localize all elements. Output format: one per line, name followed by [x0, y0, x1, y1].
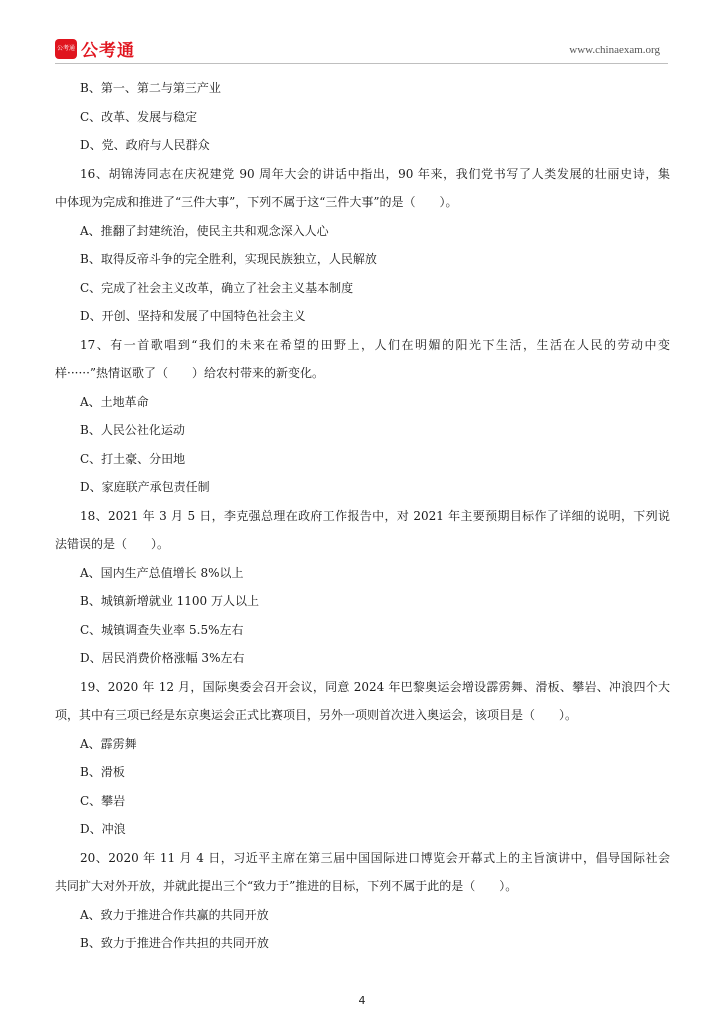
- answer-option: D、冲浪: [80, 822, 126, 836]
- header-divider: [55, 63, 668, 64]
- answer-option: C、改革、发展与稳定: [80, 109, 198, 124]
- question-continuation: 法错误的是（ ）。: [55, 537, 170, 551]
- answer-option: B、取得反帝斗争的完全胜利，实现民族独立，人民解放: [80, 252, 377, 266]
- document-body: [55, 74, 670, 958]
- answer-option: D、开创、坚持和发展了中国特色社会主义: [80, 309, 306, 323]
- question-text: 19、2020 年 12 月，国际奥委会召开会议，同意 2024 年巴黎奥运会增设霹雳舞、滑板、攀岩、冲浪四个大: [80, 679, 670, 694]
- page-header: [55, 36, 665, 60]
- answer-option: C、打土豪、分田地: [80, 451, 186, 466]
- answer-option: B、滑板: [80, 765, 125, 779]
- question-text: 18、2021 年 3 月 5 日，李克强总理在政府工作报告中，对 2021 年主要预期目标作了详细的说明，下列说: [80, 508, 670, 523]
- question-text: 20、2020 年 11 月 4 日，习近平主席在第三届中国国际进口博览会开幕式上的主旨演讲中，倡导国际社会: [80, 850, 670, 865]
- question-continuation: 中体现为完成和推进了“三件大事”，下列不属于这“三件大事”的是（ ）。: [55, 195, 458, 209]
- answer-option: A、霹雳舞: [80, 736, 137, 751]
- answer-option: A、国内生产总值增长 8%以上: [80, 565, 244, 580]
- answer-option: A、土地革命: [80, 394, 149, 409]
- answer-option: C、完成了社会主义改革，确立了社会主义基本制度: [80, 280, 354, 295]
- answer-option: A、致力于推进合作共赢的共同开放: [80, 907, 269, 922]
- answer-option: D、家庭联产承包责任制: [80, 480, 210, 494]
- answer-option: C、攀岩: [80, 793, 126, 808]
- answer-option: B、城镇新增就业 1100 万人以上: [80, 594, 259, 608]
- logo-text: 公考通: [81, 41, 135, 61]
- answer-option: A、推翻了封建统治，使民主共和观念深入人心: [80, 223, 329, 238]
- answer-option: C、城镇调查失业率 5.5%左右: [80, 622, 244, 637]
- answer-option: B、第一、第二与第三产业: [80, 81, 221, 95]
- question-text: 17、有一首歌唱到“我们的未来在希望的田野上，人们在明媚的阳光下生活，生活在人民的劳动中变: [80, 337, 670, 352]
- site-url: www.chinaexam.org: [569, 44, 660, 56]
- question-continuation: 项，其中有三项已经是东京奥运会正式比赛项目，另外一项则首次进入奥运会，该项目是（ ）。: [55, 708, 578, 722]
- question-continuation: 样······”热情讴歌了（ ）给农村带来的新变化。: [55, 366, 325, 380]
- logo-badge: 公考通: [55, 39, 77, 59]
- answer-option: B、人民公社化运动: [80, 423, 185, 437]
- question-continuation: 共同扩大对外开放，并就此提出三个“致力于”推进的目标，下列不属于此的是（ ）。: [55, 879, 518, 893]
- question-text: 16、胡锦涛同志在庆祝建党 90 周年大会的讲话中指出，90 年来，我们党书写了人类发展的壮丽史诗，集: [80, 166, 670, 181]
- answer-option: D、居民消费价格涨幅 3%左右: [80, 651, 245, 665]
- logo: [55, 36, 135, 61]
- page-number: 4: [358, 994, 366, 1007]
- answer-option: D、党、政府与人民群众: [80, 138, 210, 152]
- answer-option: B、致力于推进合作共担的共同开放: [80, 936, 269, 950]
